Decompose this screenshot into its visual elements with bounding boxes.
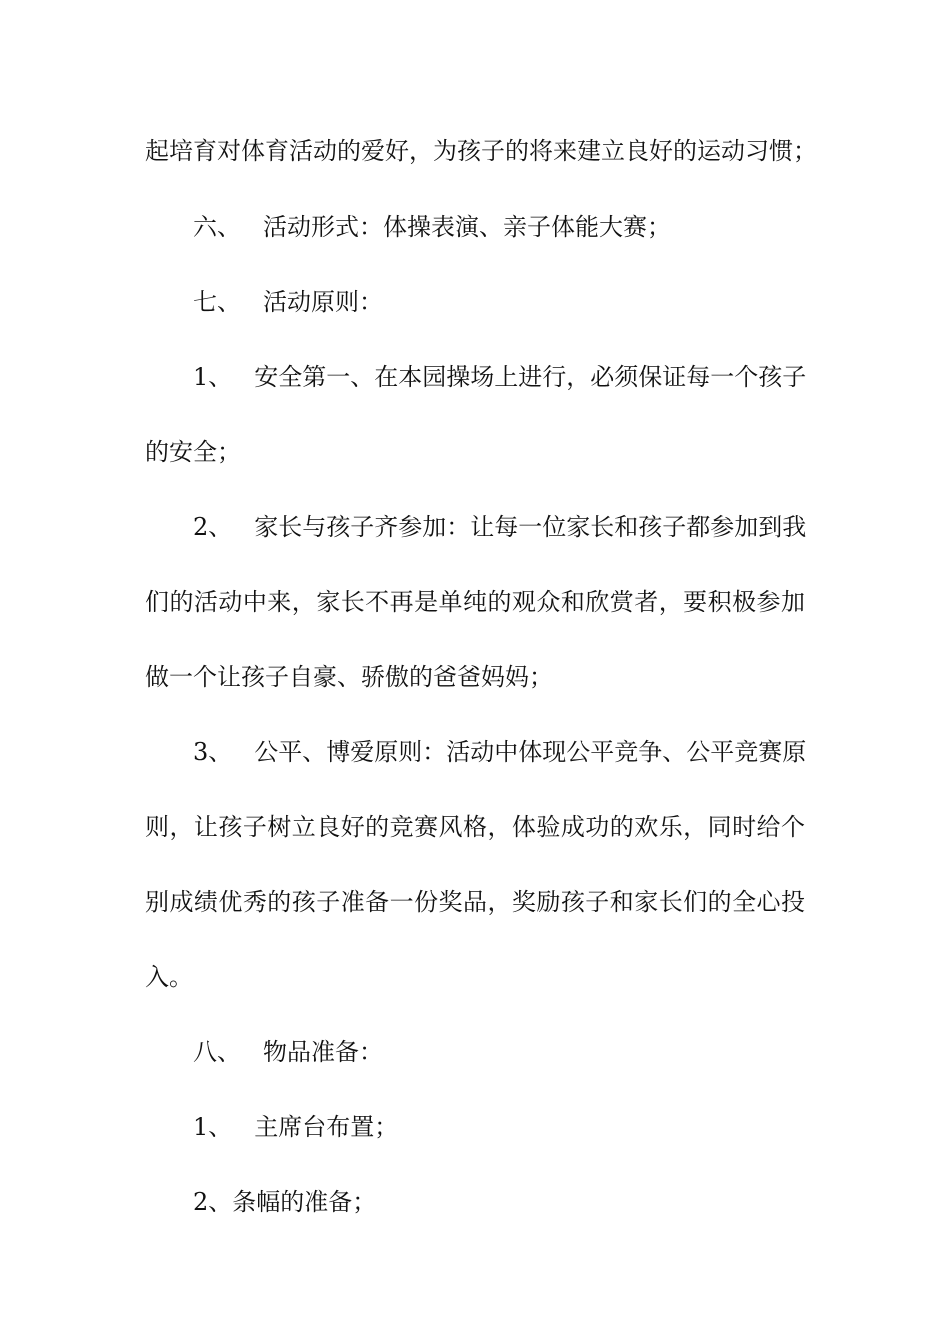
list-item-2 [193,511,805,543]
section-number: 八、 [193,1038,241,1066]
line-text: 做一个让孩子自豪、骄傲的爸爸妈妈； [145,663,553,691]
section-heading-eight [193,1036,853,1068]
paragraph-line [145,961,805,993]
paragraph-line [145,886,805,918]
item-number: 1、 [193,363,233,391]
section-text: 活动原则： [263,288,383,316]
line-text: 起培育对体育活动的爱好，为孩子的将来建立良好的运动习惯； [145,137,817,165]
list-item-3 [193,736,805,768]
list-item-1-stage [193,1111,853,1143]
section-number: 七、 [193,288,241,316]
item-text: 主席台布置； [254,1113,399,1141]
item-text: 家长与孩子齐参加：让每一位家长和孩子都参加到我 [254,513,807,541]
item-number: 2、 [193,513,233,541]
paragraph-line [145,811,805,843]
item-text: 公平、博爱原则：活动中体现公平竞争、公平竞赛原 [254,738,807,766]
paragraph-line [145,135,817,167]
item-text: 2、条幅的准备； [193,1188,377,1216]
paragraph-line [145,436,805,468]
line-text: 们的活动中来，家长不再是单纯的观众和欣赏者，要积极参加 [145,588,805,616]
line-text: 入。 [145,963,193,991]
item-number: 3、 [193,738,233,766]
list-item-2-banner [193,1186,853,1218]
section-number: 六、 [193,213,241,241]
section-text: 活动形式：体操表演、亲子体能大赛； [263,213,671,241]
line-text: 别成绩优秀的孩子准备一份奖品，奖励孩子和家长们的全心投 [145,888,805,916]
section-text: 物品准备： [263,1038,383,1066]
item-text: 安全第一、在本园操场上进行，必须保证每一个孩子 [254,363,807,391]
list-item-1 [193,361,805,393]
item-number: 1、 [193,1113,233,1141]
section-heading-six [193,211,853,243]
paragraph-line [145,661,805,693]
paragraph-line [145,586,805,618]
section-heading-seven [193,286,853,318]
line-text: 则，让孩子树立良好的竞赛风格，体验成功的欢乐，同时给个 [145,813,805,841]
line-text: 的安全； [145,438,241,466]
